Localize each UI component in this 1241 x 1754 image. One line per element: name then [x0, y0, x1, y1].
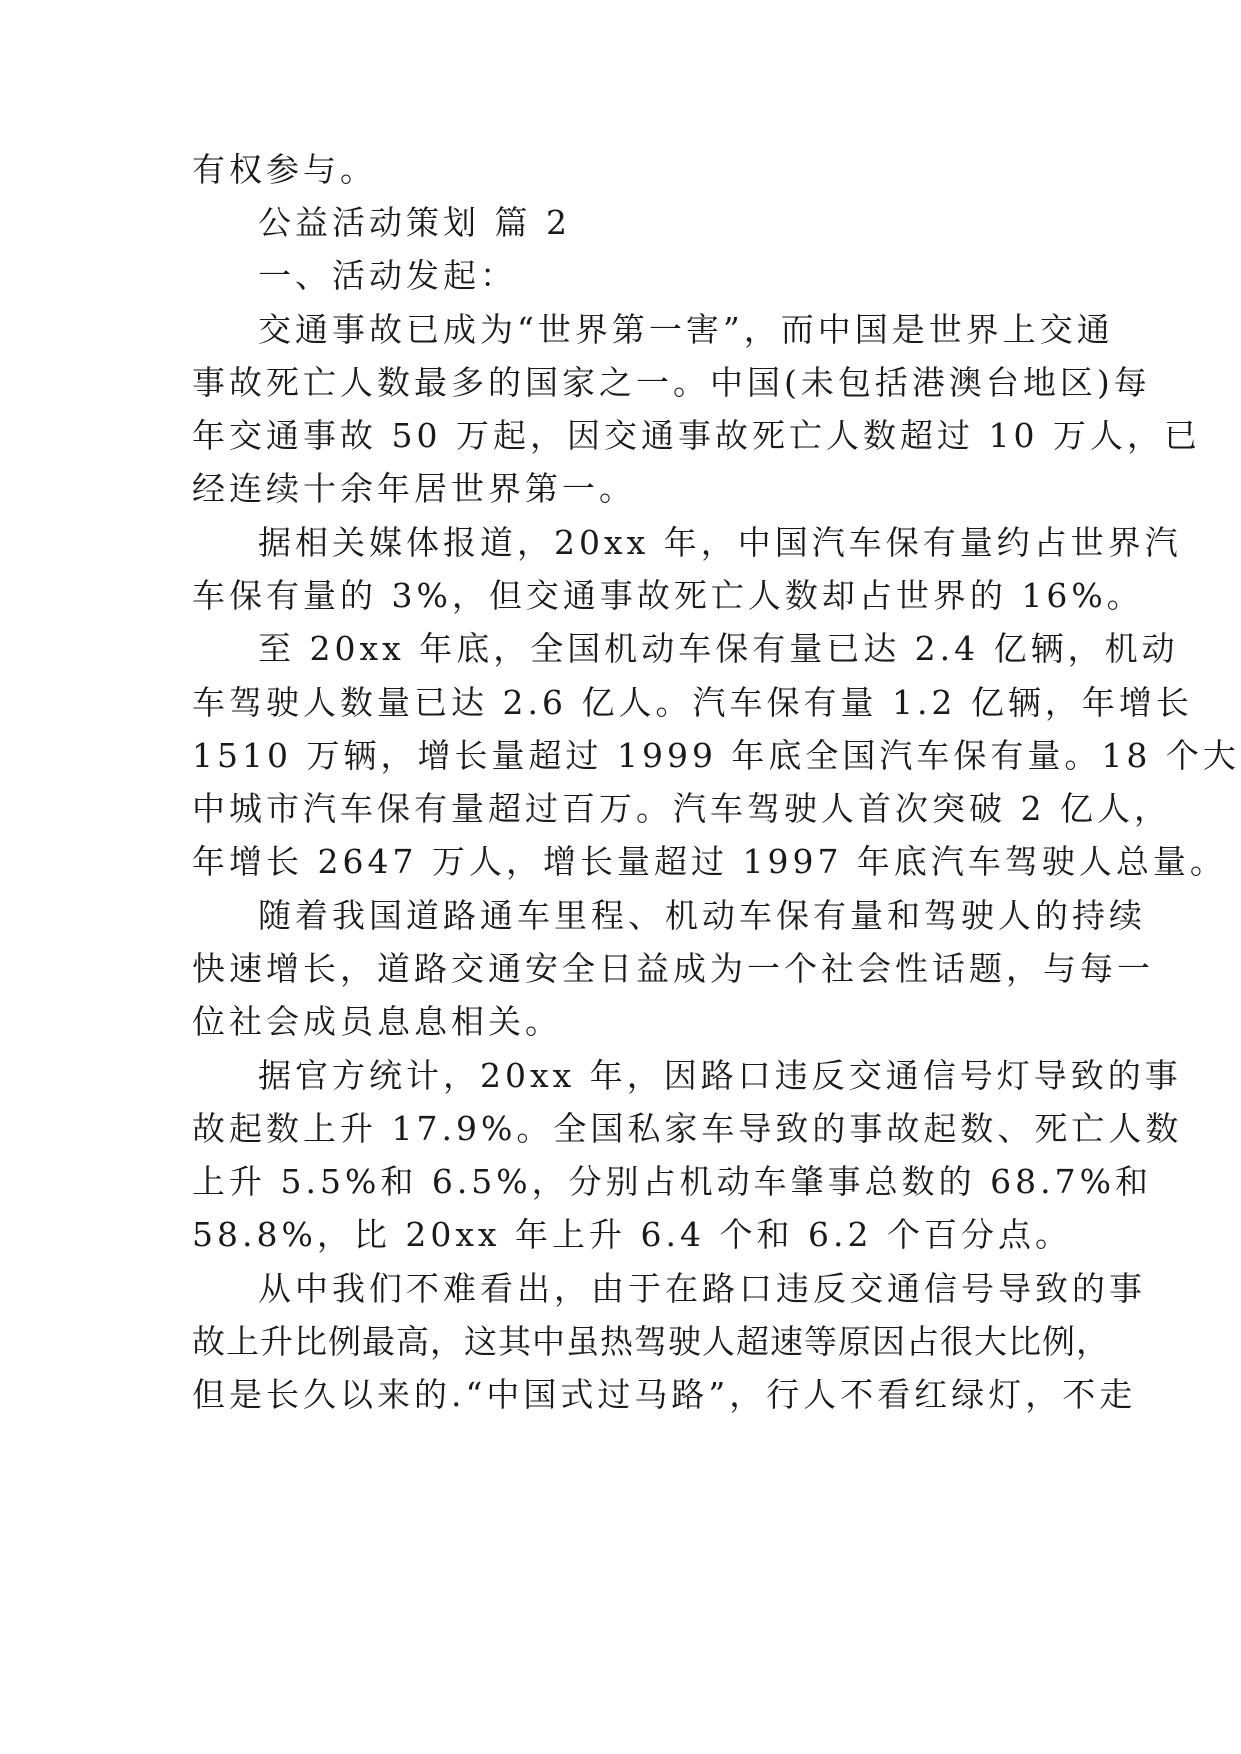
text-line: 交通事故已成为“世界第一害”，而中国是世界上交通: [258, 310, 1114, 349]
text-line: 中城市汽车保有量超过百万。汽车驾驶人首次突破 2 亿人，: [192, 789, 1171, 828]
subsection-heading: 一、活动发起：: [258, 256, 517, 295]
text-line: 上升 5.5%和 6.5%，分别占机动车肇事总数的 68.7%和: [192, 1162, 1152, 1201]
text-line: 车保有量的 3%，但交通事故死亡人数却占世界的 16%。: [192, 576, 1144, 615]
text-line: 从中我们不难看出，由于在路口违反交通信号导致的事: [258, 1269, 1146, 1308]
text-line: 车驾驶人数量已达 2.6 亿人。汽车保有量 1.2 亿辆，年增长: [192, 683, 1193, 722]
text-line: 经连续十余年居世界第一。: [192, 469, 636, 508]
text-line: 1510 万辆，增长量超过 1999 年底全国汽车保有量。18 个大: [192, 736, 1240, 775]
text-line: 事故死亡人数最多的国家之一。中国(未包括港澳台地区)每: [192, 363, 1151, 402]
text-line: 故起数上升 17.9%。全国私家车导致的事故起数、死亡人数: [192, 1109, 1183, 1148]
text-line: 有权参与。: [192, 150, 377, 189]
text-line: 据相关媒体报道，20xx 年，中国汽车保有量约占世界汽: [258, 523, 1182, 562]
text-line: 快速增长，道路交通安全日益成为一个社会性话题，与每一: [192, 949, 1154, 988]
text-line: 位社会成员息息相关。: [192, 1002, 562, 1041]
text-line: 据官方统计，20xx 年，因路口违反交通信号灯导致的事: [258, 1056, 1182, 1095]
text-line: 58.8%，比 20xx 年上升 6.4 个和 6.2 个百分点。: [192, 1215, 1072, 1254]
text-line: 至 20xx 年底，全国机动车保有量已达 2.4 亿辆，机动: [258, 629, 1179, 668]
text-line: 年交通事故 50 万起，因交通事故死亡人数超过 10 万人，已: [192, 416, 1201, 455]
section-heading: 公益活动策划 篇 2: [258, 203, 571, 242]
text-line: 但是长久以来的.“中国式过马路”，行人不看红绿灯，不走: [192, 1375, 1137, 1414]
text-line: 随着我国道路通车里程、机动车保有量和驾驶人的持续: [258, 896, 1146, 935]
text-line: 故上升比例最高，这其中虽热驾驶人超速等原因占很大比例，: [192, 1322, 1110, 1361]
text-line: 年增长 2647 万人，增长量超过 1997 年底汽车驾驶人总量。: [192, 842, 1227, 881]
